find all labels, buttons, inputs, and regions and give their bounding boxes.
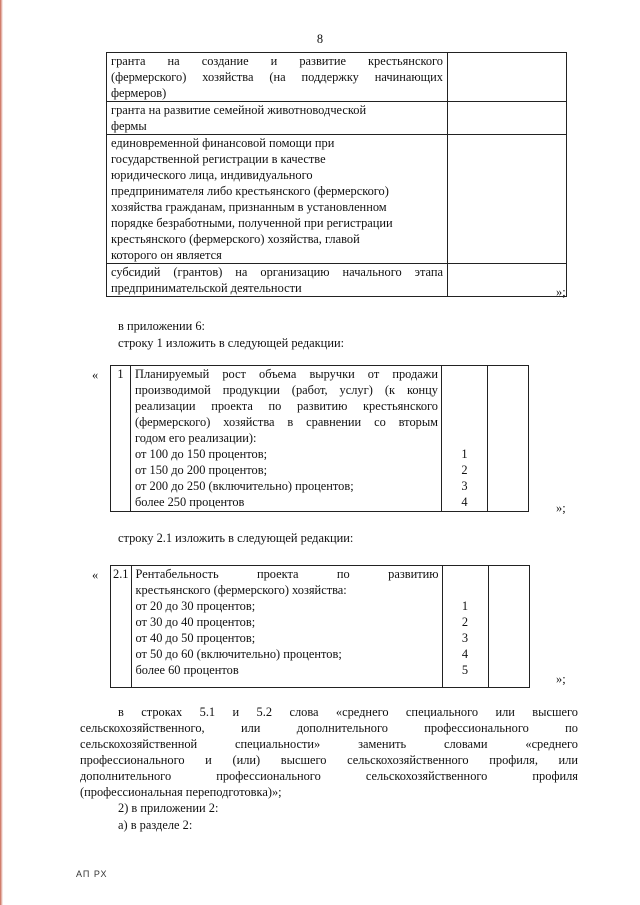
score-column <box>442 566 488 688</box>
cell-line: Рентабельность проекта по развитию <box>135 567 439 581</box>
table-row <box>107 53 567 102</box>
paragraph-text: а) в разделе 2: <box>118 818 193 832</box>
cell-line: производимой продукции (работ, услуг) (к концу <box>135 383 438 397</box>
cell-line: предпринимательской деятельности <box>111 281 302 295</box>
cell-line: фермеров) <box>111 86 167 100</box>
table-cell <box>107 264 448 297</box>
paragraph-text: 2) в приложении 2: <box>118 801 219 815</box>
opening-quote: « <box>92 368 99 382</box>
paragraph <box>80 800 578 816</box>
paragraph-text: строку 1 изложить в следующей редакции: <box>118 336 345 350</box>
table-cell <box>107 53 448 102</box>
option-score: 5 <box>461 663 469 677</box>
paragraph-line: в строках 5.1 и 5.2 слова «среднего специального или высшего <box>118 705 578 719</box>
option-score: 3 <box>461 631 469 645</box>
paragraph-line: сельскохозяйственного, или дополнительного профессионального по <box>80 721 578 735</box>
option-score: 4 <box>461 495 468 509</box>
empty-cell <box>448 53 567 102</box>
cell-line: единовременной финансовой помощи при <box>111 136 335 150</box>
option-label: более 60 процентов <box>135 663 239 677</box>
option-score: 1 <box>461 447 468 461</box>
cell-line: порядке безработными, полученной при регистрации <box>111 216 393 230</box>
option-score: 1 <box>461 599 469 613</box>
cell-line: хозяйства гражданам, признанным в установленном <box>111 200 387 214</box>
empty-cell <box>448 264 567 297</box>
paragraph-line: дополнительного профессионального сельскохозяйственного профиля <box>80 769 578 783</box>
option-label: от 20 до 30 процентов; <box>135 599 256 613</box>
option-label: от 50 до 60 (включительно) процентов; <box>135 647 342 661</box>
option-score: 3 <box>461 479 468 493</box>
closing-quote: »; <box>556 285 566 299</box>
cell-line: крестьянского (фермерского) хозяйства, главой <box>111 232 360 246</box>
cell-line: (фермерского) хозяйства в сравнении со вторым <box>135 415 438 429</box>
cell-line: фермы <box>111 119 147 133</box>
paragraph-text: в приложении 6: <box>118 319 206 333</box>
empty-cell <box>448 102 567 135</box>
cell-line: субсидий (грантов) на организацию начального этапа <box>111 265 443 279</box>
paragraph <box>80 318 578 334</box>
scan-edge <box>0 0 3 905</box>
option-label: от 150 до 200 процентов; <box>135 463 268 477</box>
empty-cell <box>488 366 529 512</box>
table-row <box>107 135 567 264</box>
page-number: 8 <box>316 32 324 46</box>
cell-line: Планируемый рост объема выручки от продажи <box>135 367 438 381</box>
table-row <box>111 366 529 512</box>
profitability-table <box>110 565 530 688</box>
table-row <box>107 102 567 135</box>
opening-quote: « <box>92 568 99 582</box>
table-row <box>107 264 567 297</box>
empty-cell <box>448 135 567 264</box>
cell-line: реализации проекта по развитию крестьянского <box>135 399 438 413</box>
cell-line: гранта на создание и развитие крестьянского <box>111 54 443 68</box>
paragraph <box>80 530 578 546</box>
paragraph-text: строку 2.1 изложить в следующей редакции: <box>118 531 354 545</box>
closing-quote: »; <box>556 501 566 515</box>
option-label: от 100 до 150 процентов; <box>135 447 268 461</box>
table-cell <box>131 366 442 512</box>
paragraph <box>80 335 578 351</box>
grants-table-fragment <box>106 52 567 297</box>
option-score: 2 <box>461 615 469 629</box>
cell-line: гранта на развитие семейной животноводческой <box>111 103 367 117</box>
option-label: от 40 до 50 процентов; <box>135 631 256 645</box>
option-label: от 30 до 40 процентов; <box>135 615 256 629</box>
paragraph-line: профессионального и (или) высшего сельскохозяйственного профиля, или <box>80 753 578 767</box>
cell-line: (фермерского) хозяйства (на поддержку начинающих <box>111 70 443 84</box>
row-number: 2.1 <box>111 566 132 688</box>
table-cell <box>131 566 442 688</box>
table-row <box>111 566 530 688</box>
cell-line: крестьянского (фермерского) хозяйства: <box>135 583 347 597</box>
score-column <box>442 366 488 512</box>
paragraph-line: сельскохозяйственной специальности» заменить словами «среднего <box>80 737 578 751</box>
revenue-growth-table <box>110 365 529 512</box>
cell-line: годом его реализации): <box>135 431 257 445</box>
option-label: от 200 до 250 (включительно) процентов; <box>135 479 354 493</box>
table-cell <box>107 135 448 264</box>
row-number: 1 <box>111 366 131 512</box>
option-score: 2 <box>461 463 468 477</box>
cell-line: предпринимателя либо крестьянского (фермерского) <box>111 184 389 198</box>
paragraph-line: (профессиональная переподготовка)»; <box>80 785 282 799</box>
footer-stamp: АП РХ <box>76 869 108 879</box>
option-label: более 250 процентов <box>135 495 245 509</box>
closing-quote: »; <box>556 672 566 686</box>
amendment-paragraph <box>80 704 578 800</box>
paragraph <box>80 817 578 833</box>
empty-cell <box>488 566 529 688</box>
cell-line: которого он является <box>111 248 222 262</box>
cell-line: государственной регистрации в качестве <box>111 152 326 166</box>
option-score: 4 <box>461 647 469 661</box>
cell-line: юридического лица, индивидуального <box>111 168 313 182</box>
table-cell <box>107 102 448 135</box>
